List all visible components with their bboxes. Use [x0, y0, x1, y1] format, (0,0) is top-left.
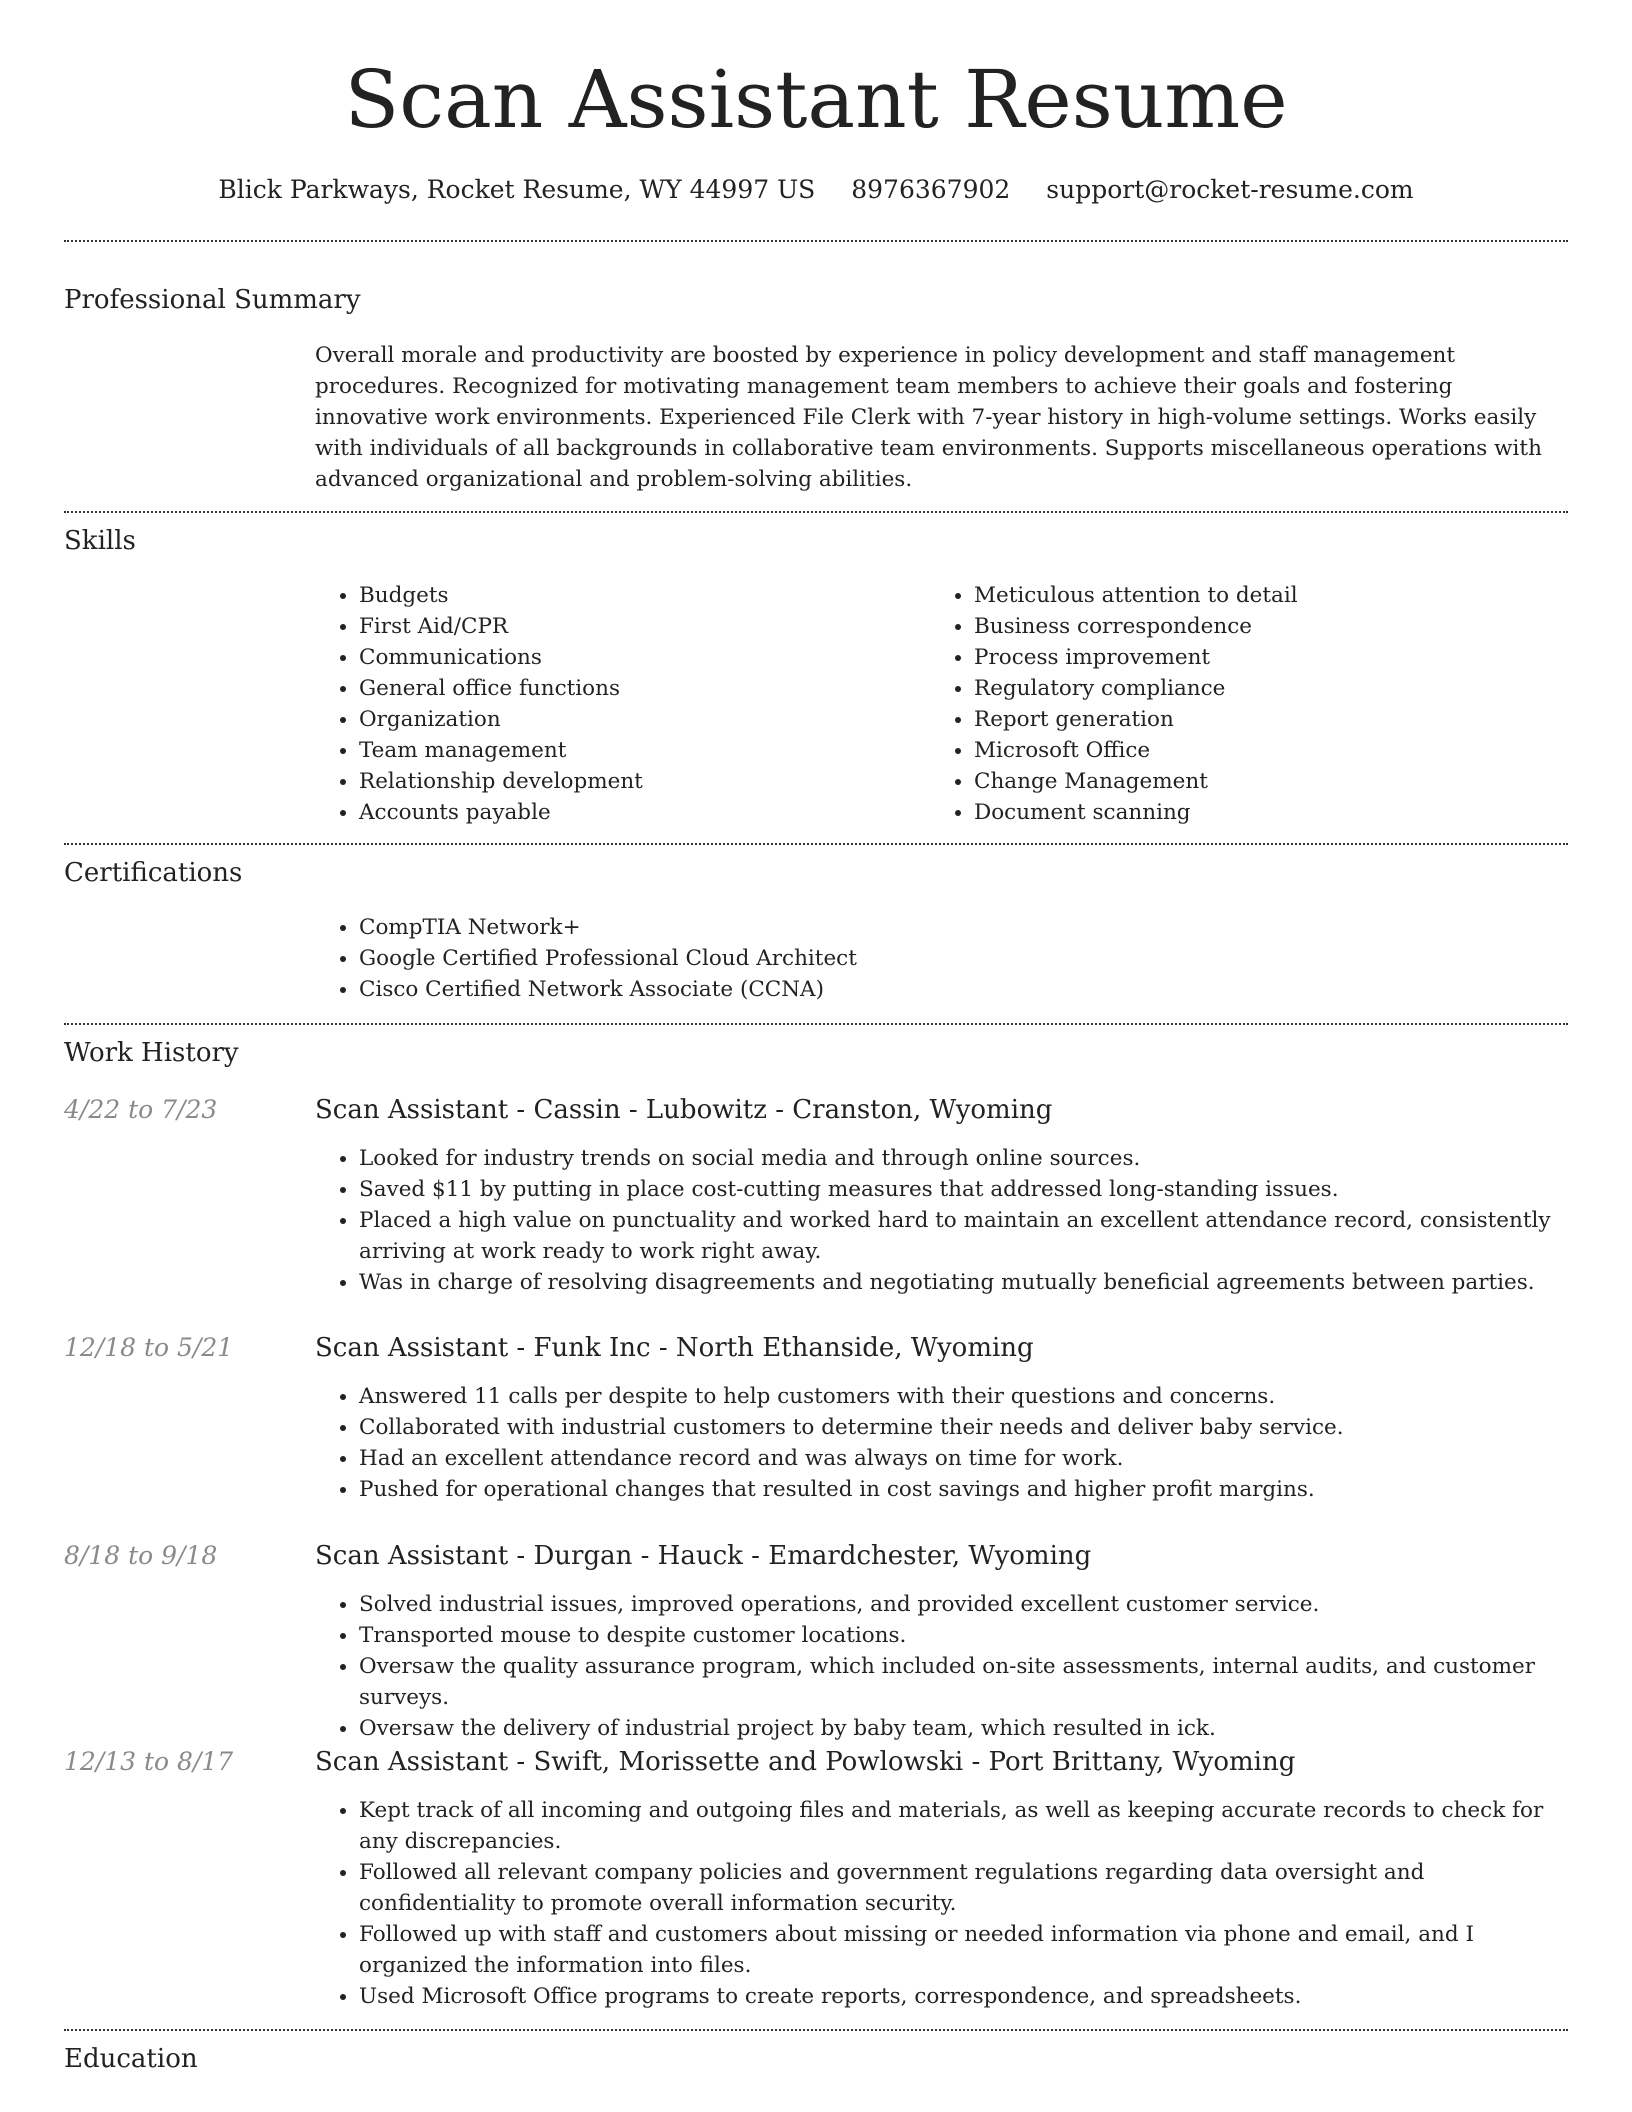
- divider: [64, 2029, 1568, 2031]
- divider: [64, 240, 1568, 242]
- skill-item: • Report generation: [974, 704, 1530, 735]
- contact-phone: 8976367902: [851, 175, 1011, 204]
- job-bullet: • Was in charge of resolving disagreements and negotiating mutually beneficial agreements between parties.: [359, 1267, 1565, 1298]
- skill-item: • General office functions: [359, 673, 915, 704]
- job-bullet: • Followed all relevant company policies and government regulations regarding data oversight and confidentiality to promote overall information security.: [359, 1857, 1565, 1919]
- divider: [64, 843, 1568, 845]
- contact-address: Blick Parkways, Rocket Resume, WY 44997 US: [218, 175, 816, 204]
- certification-item-list: [315, 912, 1565, 1005]
- job-bullet: • Transported mouse to despite customer locations.: [359, 1620, 1565, 1651]
- work-history-heading: Work History: [64, 1038, 239, 1068]
- job-title: Scan Assistant - Funk Inc - North Ethanside, Wyoming: [315, 1333, 1034, 1363]
- job-bullet: • Answered 11 calls per despite to help customers with their questions and concerns.: [359, 1381, 1565, 1412]
- skill-item: • Microsoft Office: [974, 735, 1530, 766]
- job-bullet-list: [315, 1795, 1565, 2012]
- skill-item: • Budgets: [359, 580, 915, 611]
- skill-item-list: [930, 580, 1530, 828]
- skill-item: • Communications: [359, 642, 915, 673]
- contact-line: [0, 170, 1632, 210]
- summary-text: Overall morale and productivity are boosted by experience in policy development and staff management procedures. Recognized for motivating management team members to achieve their goals and fostering innovative work environments. Experienced File Clerk with 7-year history in high-volume settings. Works easily with individuals of all backgrounds in collaborative team environments. Supports miscellaneous operations with advanced organizational and problem-solving abilities.: [315, 343, 1542, 492]
- skills-column-right: [930, 580, 1530, 828]
- skill-item: • Document scanning: [974, 797, 1530, 828]
- job-dates: 4/22 to 7/23: [64, 1095, 218, 1124]
- skill-item: • Meticulous attention to detail: [974, 580, 1530, 611]
- divider: [64, 1023, 1568, 1025]
- job-bullet: • Placed a high value on punctuality and worked hard to maintain an excellent attendance record, consistently arriving at work ready to work right away.: [359, 1205, 1565, 1267]
- job-bullet: • Had an excellent attendance record and was always on time for work.: [359, 1443, 1565, 1474]
- skill-item: • Process improvement: [974, 642, 1530, 673]
- job-bullet: • Used Microsoft Office programs to create reports, correspondence, and spreadsheets.: [359, 1981, 1565, 2012]
- skills-section: [315, 580, 1565, 830]
- job-bullet: • Solved industrial issues, improved operations, and provided excellent customer service.: [359, 1589, 1565, 1620]
- education-heading: Education: [64, 2044, 198, 2074]
- job-bullet-list: [315, 1589, 1565, 1744]
- skills-column-left: [315, 580, 915, 828]
- skill-item: • Change Management: [974, 766, 1530, 797]
- skill-item: • Relationship development: [359, 766, 915, 797]
- skill-item: • Regulatory compliance: [974, 673, 1530, 704]
- job-bullet: • Collaborated with industrial customers to determine their needs and deliver baby service.: [359, 1412, 1565, 1443]
- summary-heading: Professional Summary: [64, 285, 361, 315]
- divider: [64, 511, 1568, 513]
- job-bullet: • Oversaw the delivery of industrial project by baby team, which resulted in ick.: [359, 1713, 1565, 1744]
- page-title: Scan Assistant Resume: [344, 53, 1288, 146]
- job-bullet-list: [315, 1143, 1565, 1298]
- job-bullet: • Saved $11 by putting in place cost-cutting measures that addressed long-standing issues.: [359, 1174, 1565, 1205]
- certification-item: • CompTIA Network+: [359, 912, 1565, 943]
- skill-item: • Accounts payable: [359, 797, 915, 828]
- certifications-section: [315, 912, 1565, 1005]
- certification-item: • Google Certified Professional Cloud Architect: [359, 943, 1565, 974]
- certification-item: • Cisco Certified Network Associate (CCNA): [359, 974, 1565, 1005]
- job-title: Scan Assistant - Durgan - Hauck - Emardchester, Wyoming: [315, 1541, 1092, 1571]
- job-bullet: • Looked for industry trends on social media and through online sources.: [359, 1143, 1565, 1174]
- job-title: Scan Assistant - Cassin - Lubowitz - Cranston, Wyoming: [315, 1095, 1053, 1125]
- job-dates: 12/13 to 8/17: [64, 1747, 234, 1776]
- skill-item: • Business correspondence: [974, 611, 1530, 642]
- job-bullet: • Followed up with staff and customers about missing or needed information via phone and email, and I organized the information into files.: [359, 1919, 1565, 1981]
- certifications-heading: Certifications: [64, 858, 243, 888]
- summary-section: [315, 340, 1565, 495]
- job-bullet: • Pushed for operational changes that resulted in cost savings and higher profit margins.: [359, 1474, 1565, 1505]
- contact-email: support@rocket-resume.com: [1046, 175, 1414, 204]
- skills-heading: Skills: [64, 526, 136, 556]
- job-bullet: • Oversaw the quality assurance program, which included on-site assessments, internal audits, and customer surveys.: [359, 1651, 1565, 1713]
- job-bullet-list: [315, 1381, 1565, 1505]
- skill-item: • Team management: [359, 735, 915, 766]
- job-dates: 12/18 to 5/21: [64, 1333, 234, 1362]
- skill-item: • Organization: [359, 704, 915, 735]
- job-bullet: • Kept track of all incoming and outgoing files and materials, as well as keeping accurate records to check for any discrepancies.: [359, 1795, 1565, 1857]
- skill-item-list: [315, 580, 915, 828]
- job-title: Scan Assistant - Swift, Morissette and Powlowski - Port Brittany, Wyoming: [315, 1747, 1296, 1777]
- skill-item: • First Aid/CPR: [359, 611, 915, 642]
- job-dates: 8/18 to 9/18: [64, 1541, 218, 1570]
